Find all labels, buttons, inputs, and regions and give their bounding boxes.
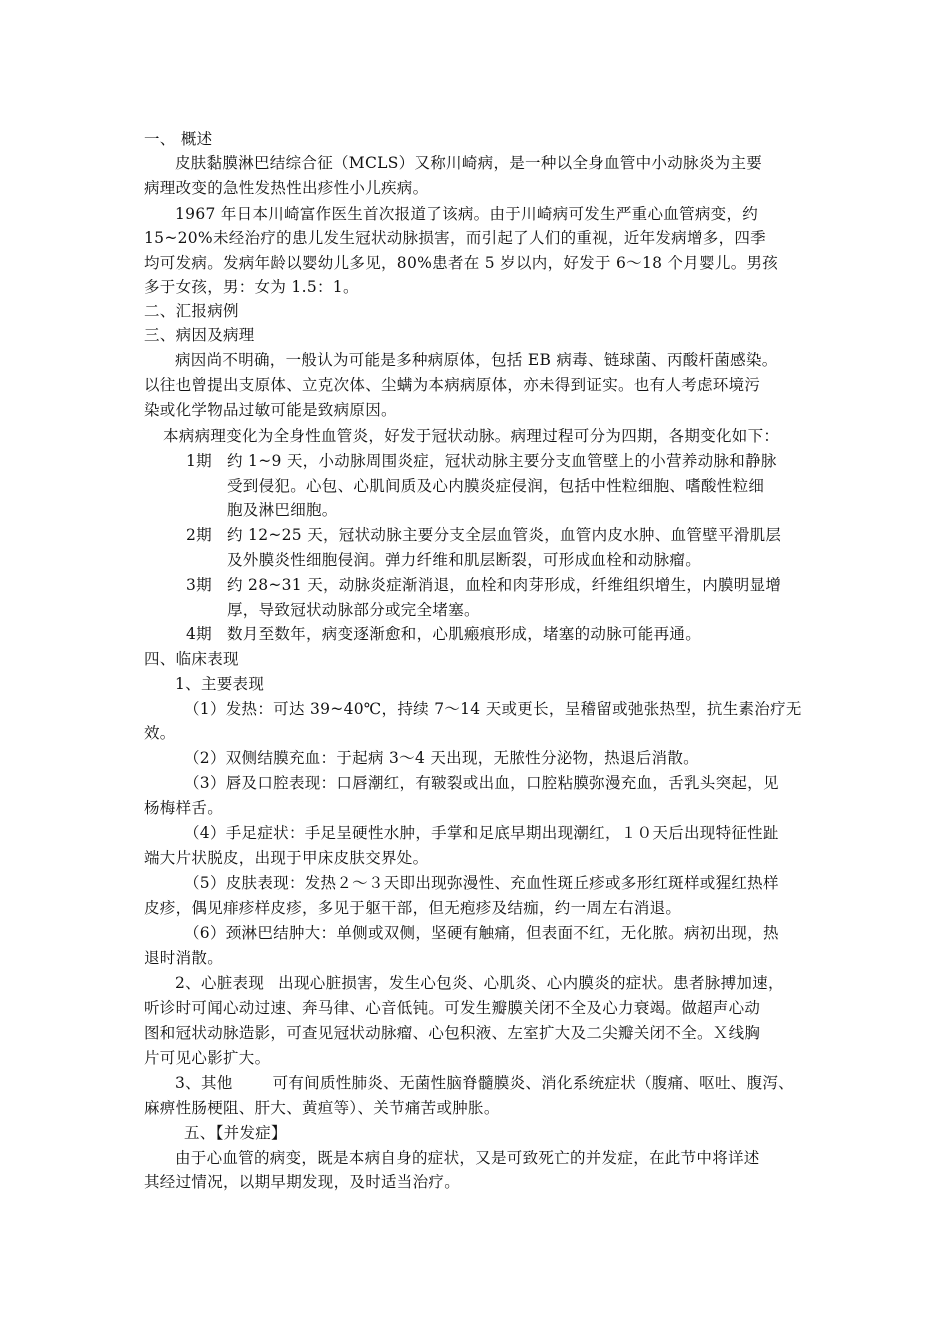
paragraph-line: （5）皮肤表现：发热２～３天即出现弥漫性、充血性斑丘疹或多形红斑样或猩红热样 xyxy=(184,874,779,892)
stage-1-line xyxy=(186,449,777,473)
paragraph-line: 退时消散。 xyxy=(144,949,224,967)
paragraph-line: 本病病理变化为全身性血管炎，好发于冠状动脉。病理过程可分为四期，各期变化如下： xyxy=(163,427,780,445)
section-heading-case-report: 二、汇报病例 xyxy=(144,302,239,320)
subsection-label: 3、其他 xyxy=(175,1074,233,1092)
subsection-text: 出现心脏损害，发生心包炎、心肌炎、心内膜炎的症状。患者脉搏加速， xyxy=(278,974,784,992)
subsection-label: 2、心脏表现 xyxy=(175,974,265,992)
paragraph-line: 由于心血管的病变，既是本病自身的症状，又是可致死亡的并发症，在此节中将详述 xyxy=(175,1149,760,1167)
stage-continuation-line: 受到侵犯。心包、心肌间质及心内膜炎症侵润，包括中性粒细胞、嗜酸性粒细 xyxy=(227,477,765,495)
paragraph-line: 听诊时可闻心动过速、奔马律、心音低钝。可发生瓣膜关闭不全及心力衰竭。做超声心动 xyxy=(144,999,761,1017)
paragraph-line: 效。 xyxy=(144,724,176,742)
paragraph-line: 端大片状脱皮，出现于甲床皮肤交界处。 xyxy=(144,849,429,867)
stage-label: 4期 xyxy=(186,625,212,643)
paragraph-line: 15~20%未经治疗的患儿发生冠状动脉损害，而引起了人们的重视，近年发病增多，四季 xyxy=(144,229,766,247)
section-heading-complications: 五、【并发症】 xyxy=(184,1124,287,1142)
paragraph-line: 1967 年日本川崎富作医生首次报道了该病。由于川崎病可发生严重心血管病变，约 xyxy=(175,205,759,223)
paragraph-line: 染或化学物品过敏可能是致病原因。 xyxy=(144,401,397,419)
stage-continuation-line: 及外膜炎性细胞侵润。弹力纤维和肌层断裂，可形成血栓和动脉瘤。 xyxy=(227,551,702,569)
paragraph-line: （3）唇及口腔表现：口唇潮红，有皲裂或出血，口腔粘膜弥漫充血，舌乳头突起，见 xyxy=(184,774,779,792)
stage-continuation-line: 胞及淋巴细胞。 xyxy=(227,501,338,519)
stage-label: 1期 xyxy=(186,452,212,470)
stage-continuation-line: 厚，导致冠状动脉部分或完全堵塞。 xyxy=(227,601,480,619)
paragraph-line: 均可发病。发病年龄以婴幼儿多见，80%患者在 5 岁以内，好发于 6～18 个月婴儿。男孩 xyxy=(144,254,779,272)
stage-text: 约 1~9 天，小动脉周围炎症，冠状动脉主要分支血管壁上的小营养动脉和静脉 xyxy=(227,452,777,470)
paragraph-line: （1）发热：可达 39~40℃，持续 7～14 天或更长，呈稽留或弛张热型，抗生素治疗无 xyxy=(184,700,802,718)
section-heading-etiology: 三、病因及病理 xyxy=(144,326,255,344)
paragraph-line: （2）双侧结膜充血：于起病 3～4 天出现，无脓性分泌物，热退后消散。 xyxy=(184,749,699,767)
stage-3-line xyxy=(186,573,781,597)
other-section-line xyxy=(175,1071,794,1095)
paragraph-line: 以往也曾提出支原体、立克次体、尘螨为本病病原体，亦未得到证实。也有人考虑环境污 xyxy=(144,376,761,394)
paragraph-line: 麻痹性肠梗阻、肝大、黄疸等）、关节痛苦或肿胀。 xyxy=(144,1099,500,1117)
stage-label: 3期 xyxy=(186,576,212,594)
stage-text: 约 28~31 天，动脉炎症渐消退，血栓和肉芽形成，纤维组织增生，内膜明显增 xyxy=(227,576,782,594)
stage-text: 约 12~25 天，冠状动脉主要分支全层血管炎，血管内皮水肿、血管壁平滑肌层 xyxy=(227,526,782,544)
paragraph-line: 皮肤黏膜淋巴结综合征（MCLS）又称川崎病，是一种以全身血管中小动脉炎为主要 xyxy=(175,154,763,172)
paragraph-line: 多于女孩，男：女为 1.5：1。 xyxy=(144,278,359,296)
paragraph-line: 图和冠状动脉造影，可查见冠状动脉瘤、心包积液、左室扩大及二尖瓣关闭不全。Ｘ线胸 xyxy=(144,1024,761,1042)
subsection-text: 可有间质性肺炎、无菌性脑脊髓膜炎、消化系统症状（腹痛、呕吐、腹泻、 xyxy=(272,1074,794,1092)
paragraph-line: 片可见心影扩大。 xyxy=(144,1049,271,1067)
stage-text: 数月至数年，病变逐渐愈和，心肌瘢痕形成，堵塞的动脉可能再通。 xyxy=(227,625,702,643)
paragraph-line: （4）手足症状：手足呈硬性水肿，手掌和足底早期出现潮红，１０天后出现特征性趾 xyxy=(184,824,779,842)
paragraph-line: 其经过情况，以期早期发现，及时适当治疗。 xyxy=(144,1173,461,1191)
stage-2-line xyxy=(186,523,781,547)
paragraph-line: 皮疹，偶见痱疹样皮疹，多见于躯干部，但无疱疹及结痂，约一周左右消退。 xyxy=(144,899,682,917)
stage-4-line xyxy=(186,622,701,646)
paragraph-line: 病理改变的急性发热性出疹性小儿疾病。 xyxy=(144,179,429,197)
subsection-heading: 1、主要表现 xyxy=(175,675,265,693)
heart-section-line xyxy=(175,971,784,995)
stage-label: 2期 xyxy=(186,526,212,544)
section-heading-overview: 一、 概述 xyxy=(144,130,213,148)
section-heading-clinical: 四、临床表现 xyxy=(144,650,239,668)
paragraph-line: （6）颈淋巴结肿大：单侧或双侧，坚硬有触痛，但表面不红，无化脓。病初出现，热 xyxy=(184,924,779,942)
paragraph-line: 病因尚不明确，一般认为可能是多种病原体，包括 EB 病毒、链球菌、丙酸杆菌感染。 xyxy=(175,351,778,369)
paragraph-line: 杨梅样舌。 xyxy=(144,799,224,817)
